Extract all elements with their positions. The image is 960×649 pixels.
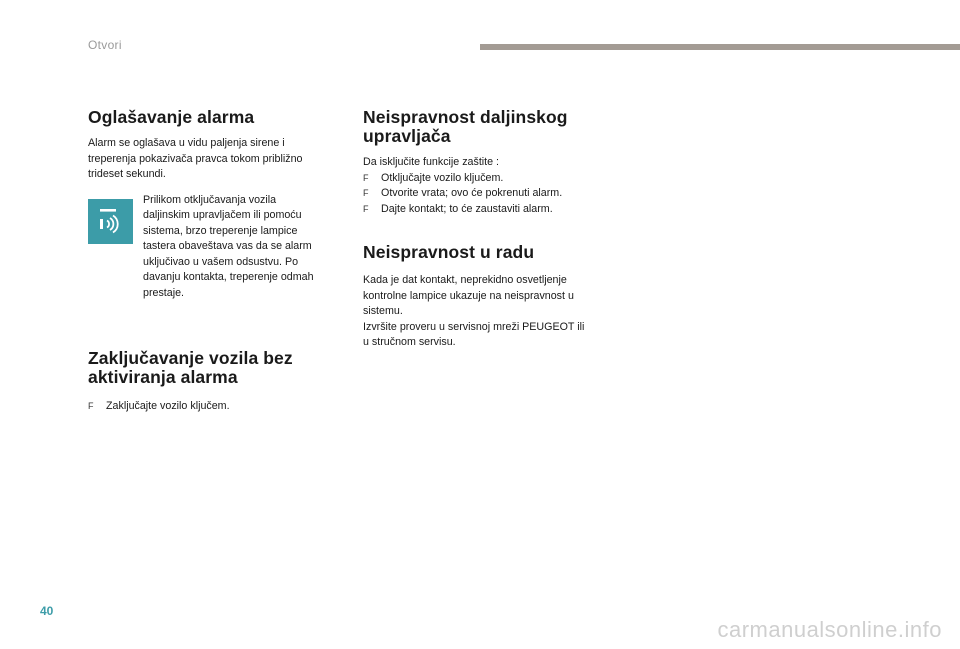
locking-list xyxy=(88,399,340,415)
remote-fault-intro: Da isključite funkcije zaštite : xyxy=(363,156,500,168)
operation-fault-heading: Neispravnost u radu xyxy=(363,242,535,262)
list-item: F Otvorite vrata; ovo će pokrenuti alarm. xyxy=(363,186,615,202)
right-column xyxy=(363,108,615,351)
alarm-note xyxy=(88,195,340,313)
watermark: carmanualsonline.info xyxy=(717,617,942,642)
alarm-heading: Oglašavanje alarma xyxy=(88,107,255,127)
left-column xyxy=(88,108,340,414)
bullet-icon: F xyxy=(88,400,94,411)
section-title: Otvori xyxy=(88,38,122,52)
bullet-icon: F xyxy=(363,172,369,183)
bullet-icon: F xyxy=(363,203,369,214)
list-item: F Dajte kontakt; to će zaustaviti alarm. xyxy=(363,202,615,218)
page-number: 40 xyxy=(40,604,54,618)
remote-fault-heading: Neispravnost daljinskog upravljača xyxy=(363,107,568,146)
header-bar xyxy=(480,44,960,50)
list-item: F Otključajte vozilo ključem. xyxy=(363,171,615,187)
list-item: F Zaključajte vozilo ključem. xyxy=(88,399,340,415)
remote-alarm-icon xyxy=(88,199,133,244)
alarm-text: Alarm se oglašava u vidu paljenja sirene i treperenja pokazivača pravca tokom približno trideset sekundi. xyxy=(88,137,303,180)
operation-fault-text: Kada je dat kontakt, neprekidno osvetljenje kontrolne lampice ukazuje na neispravnost u sistemu. Izvršite proveru u servisnoj mreži PEUGEOT ili u stručnom servisu. xyxy=(363,274,585,348)
alarm-note-text: Prilikom otključavanja vozila daljinskim upravljačem ili pomoću sistema, brzo treperenje lampice tastera obaveštava vas da se alarm uključivao u vašem odsustvu. Po davanju kontakta, treperenje odmah prestaje. xyxy=(143,193,314,299)
bullet-icon: F xyxy=(363,188,369,198)
remote-fault-list xyxy=(363,171,615,218)
locking-heading: Zaključavanje vozila bez aktiviranja alarma xyxy=(88,347,293,387)
